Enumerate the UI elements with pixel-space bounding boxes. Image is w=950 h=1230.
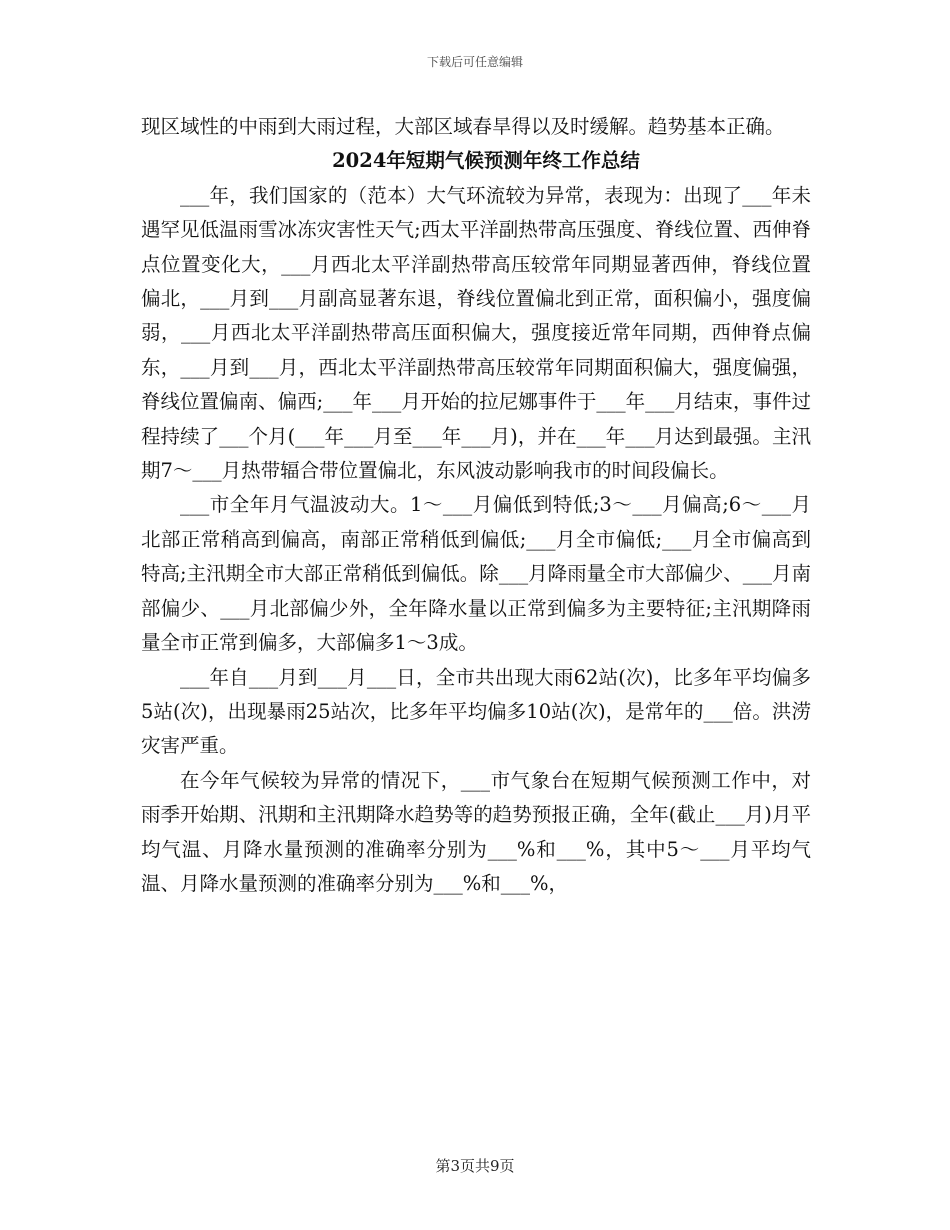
paragraph-rainfall: ___年自___月到___月___日，全市共出现大雨62站(次)，比多年平均偏多5站(次)，出现暴雨25站次，比多年平均偏多10站(次)，是常年的___倍。洪涝灾害严重。 (141, 665, 811, 758)
page-header: 下载后可任意编辑 (426, 55, 523, 69)
paragraph-forecast-accuracy: 在今年气候较为异常的情况下，___市气象台在短期气候预测工作中，对雨季开始期、汛期和主汛期降水趋势等的趋势预报正确，全年(截止___月)月平均气温、月降水量预测的准确率分别为___%和___%，其中5～___月平均气温、月降水量预测的准确率分别为___%和___%， (141, 768, 811, 895)
document-body (141, 110, 811, 901)
paragraph-temperature: ___市全年月气温波动大。1～___月偏低到特低;3～___月偏高;6～___月北部正常稍高到偏高，南部正常稍低到偏低;___月全市偏低;___月全市偏高到特高;主汛期全市大部正常稍低到偏低。除___月降雨量全市大部偏少、___月南部偏少、___月北部偏少外，全年降水量以正常到偏多为主要特征;主汛期降雨量全市正常到偏多，大部偏多1～3成。 (141, 493, 811, 655)
document-title: 2024年短期气候预测年终工作总结 (332, 149, 640, 173)
lead-paragraph: 现区域性的中雨到大雨过程，大部区域春旱得以及时缓解。趋势基本正确。 (141, 115, 785, 138)
page-number: 第3页共9页 (435, 1157, 515, 1175)
paragraph-circulation: ___年，我们国家的（范本）大气环流较为异常，表现为：出现了___年未遇罕见低温雨雪冰冻灾害性天气;西太平洋副热带高压强度、脊线位置、西伸脊点位置变化大，___月西北太平洋副热带高压较常年同期显著西伸，脊线位置偏北，___月到___月副高显著东退，脊线位置偏北到正常，面积偏小，强度偏弱，___月西北太平洋副热带高压面积偏大，强度接近常年同期，西伸脊点偏东，___月到___月，西北太平洋副热带高压较常年同期面积偏大，强度偏强，脊线位置偏南、偏西;___年___月开始的拉尼娜事件于___年___月结束，事件过程持续了___个月(___年___月至___年___月)，并在___年___月达到最强。主汛期7～___月热带辐合带位置偏北，东风波动影响我市的时间段偏长。 (141, 183, 811, 483)
